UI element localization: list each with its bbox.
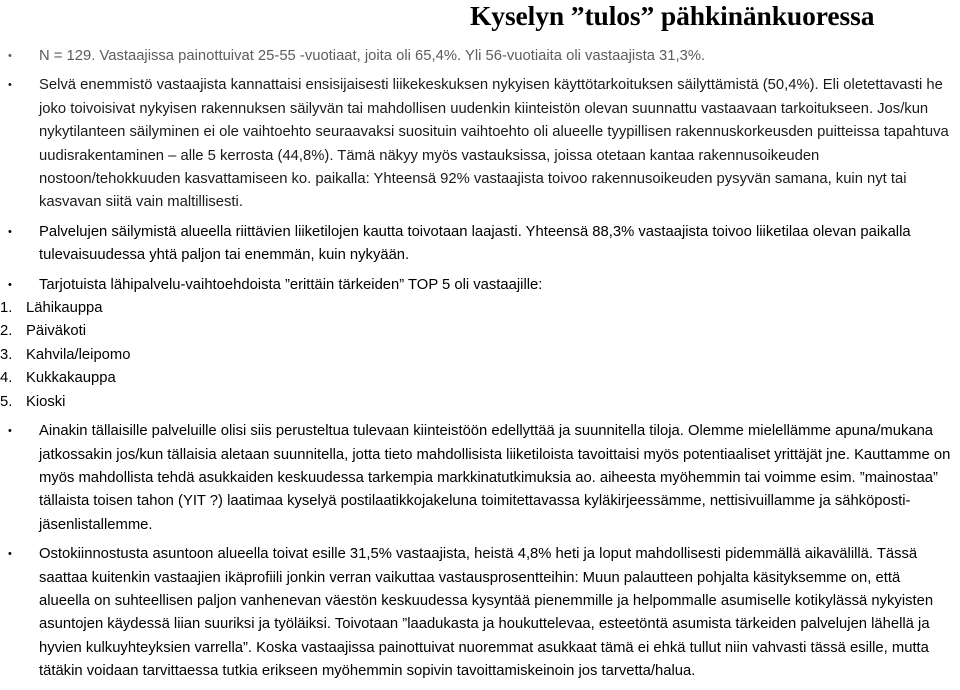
bullet-icon: • (8, 225, 12, 238)
list-number: 4. (0, 370, 13, 387)
bullet-text: Ainakin tällaisille palveluille olisi siis perusteltua tulevaan kiinteistöön edellyttää ja suunnitella tiloja. Olemme mielellämme apuna/mukana jatkossakin jos/kun tällaisia aletaan suunnitella, jotta tieto mahdollisista liiketiloista tavoittaisi myös potentiaaliset yrittäjät jne. Kauttamme on myös mahdollista tehdä asukkaiden keskuudessa tarkempia markkinatutkimuksia ao. aiheesta myöhemmin tai voimme esim. ”mainostaa” tällaista toisen tahon (YIT ?) laatimaa kyselyä postilaatikkojakeluna toimitettavassa kyläkirjeessämme, nettisivuillamme ja sähköposti-jäsenlistallemme. (39, 423, 951, 533)
bullet-text: Selvä enemmistö vastaajista kannattaisi ensisijaisesti liikekeskuksen nykyisen käyttötarkoituksen säilyttämistä (50,4%). Eli oletettavasti he joko toivoisivat nykyisen rakennuksen säilyvän tai mahdollisen uudenkin kiinteistön olevan suunnattu vastaavaan tarkoitukseen. Jos/kun nykytilanteen säilyminen ei ole vaihtoehto seuraavaksi suosituin vaihtoehto oli alueelle tyypillisen rakennuskorkeusden puitteissa tapahtuva uudisrakentaminen – alle 5 kerrosta (44,8%). Tämä näkyy myös vastauksissa, joissa otetaan kantaa rakennusoikeuden nostoon/tehokkuuden kasvattamiseen ko. paikalla: Yhteensä 92% vastaajista toivoo rakennusoikeuden pysyvän samana, kuin nyt tai kasvavan siitä vain maltillisesti. (39, 77, 949, 211)
list-label: Kioski (26, 393, 66, 410)
list-item (0, 344, 955, 367)
list-item (0, 297, 955, 320)
document-body (0, 45, 955, 690)
bullet-text: Ostokiinnostusta asuntoon alueella toivat esille 31,5% vastaajista, heistä 4,8% heti ja loput mahdollisesti pidemmällä aikavälillä. Tässä saattaa kuitenkin vastaajien ikäprofiili jonkin verran vaikuttaa vastausprosentteihin: Muun palautteen pohjalta käsityksemme on, että alueella on suhteellisen paljon vanhenevan väestön keskuudessa kysyntää pienemmille ja helpommalle asumiselle kotikylässä nykyisten asuntojen käydessä liian suuriksi ja työläiksi. Toivotaan ”laadukasta ja houkuttelevaa, esteetöntä asumista tärkeiden palvelujen lähellä ja hyvien kulkuyhteyksien varrella”. Koska vastaajissa painottuivat nuoremmat asukkaat tämä ei ehkä tullut niin vahvasti tässä esille, mutta tätäkin voidaan tarvittaessa tutkia erikseen myöhemmin sopivin tavoittamiskeinoin jos tarvetta/halua. (39, 546, 934, 680)
bullet-text: Tarjotuista lähipalvelu-vaihtoehdoista ”erittäin tärkeiden” TOP 5 oli vastaajille: (39, 276, 543, 293)
list-label: Lähikauppa (26, 300, 103, 317)
list-item (0, 391, 955, 414)
list-item (0, 367, 955, 390)
list-number: 2. (0, 323, 13, 340)
top5-list (0, 297, 955, 414)
list-number: 5. (0, 393, 13, 410)
bullet-item-respondents (0, 45, 955, 68)
list-number: 3. (0, 346, 13, 363)
bullet-icon: • (8, 425, 12, 438)
list-label: Kahvila/leipomo (26, 346, 131, 363)
page-title: Kyselyn ”tulos” pähkinänkuoressa (470, 0, 875, 31)
bullet-item-usage (0, 74, 955, 214)
list-number: 1. (0, 300, 13, 317)
bullet-text: N = 129. Vastaajissa painottuivat 25-55 -vuotiaat, joita oli 65,4%. Yli 56-vuotiaita oli vastaajista 31,3%. (39, 48, 706, 64)
bullet-icon: • (8, 50, 12, 62)
bullet-item-housing (0, 543, 955, 683)
list-label: Kukkakauppa (26, 370, 116, 387)
bullet-item-services (0, 221, 955, 268)
list-item (0, 320, 955, 343)
bullet-icon: • (8, 278, 12, 291)
bullet-icon: • (8, 548, 12, 561)
list-label: Päiväkoti (26, 323, 87, 340)
bullet-item-facilities (0, 420, 955, 537)
bullet-item-top5-intro (0, 274, 955, 297)
bullet-text: Palvelujen säilymistä alueella riittävien liiketilojen kautta toivotaan laajasti. Yhteensä 88,3% vastaajista toivoo liiketilaa olevan paikalla tulevaisuudessa yhtä paljon tai enemmän, kuin nykyään. (39, 223, 911, 264)
bullet-icon: • (8, 79, 12, 92)
